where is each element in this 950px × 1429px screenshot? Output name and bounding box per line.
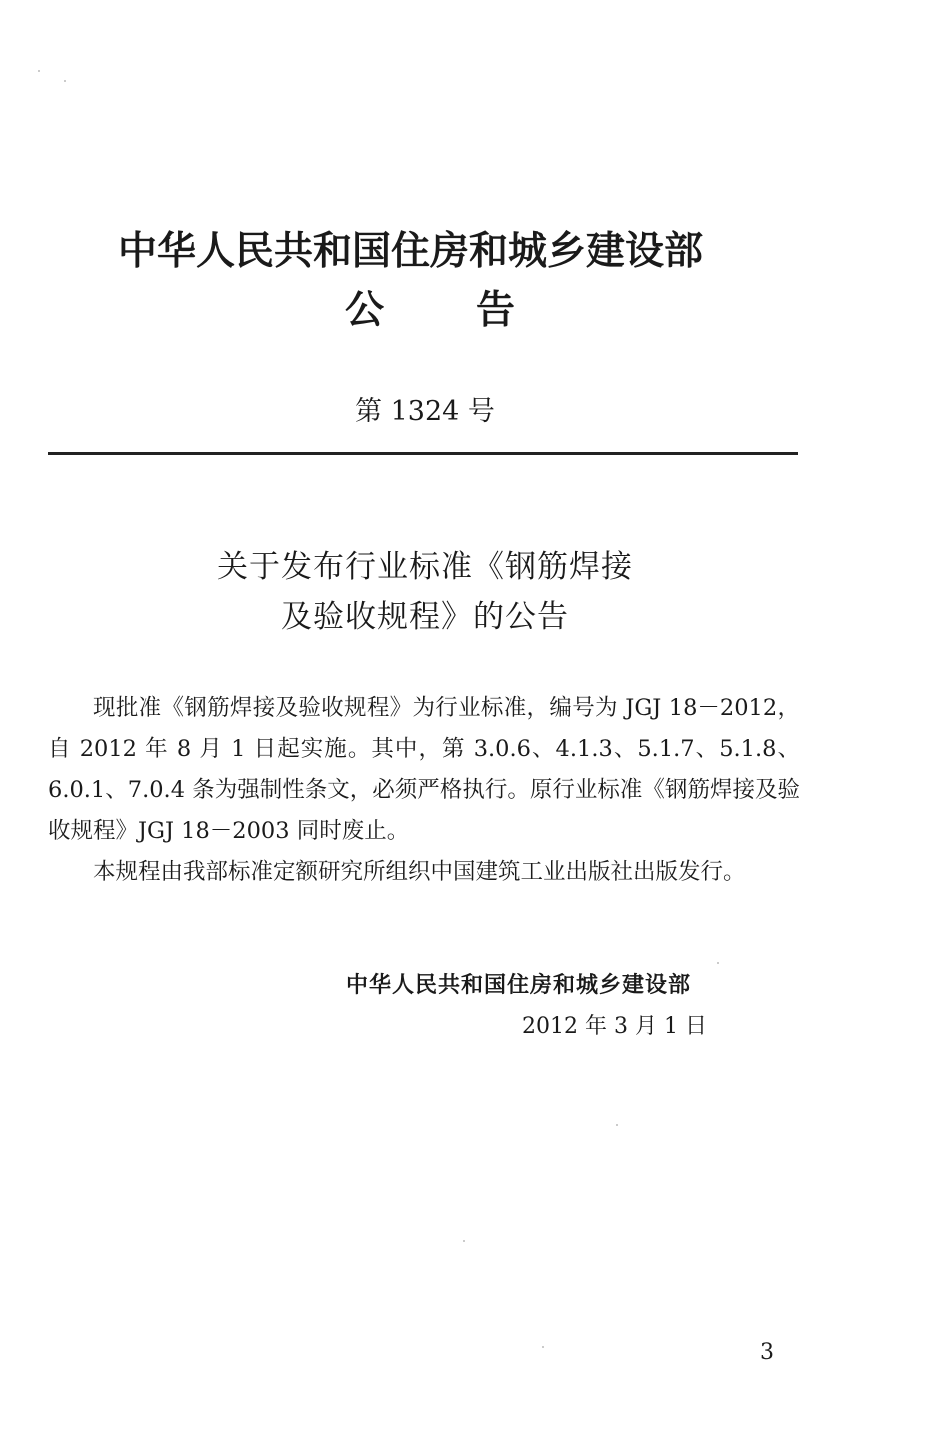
scan-speck	[38, 70, 40, 72]
scan-speck	[717, 962, 719, 964]
notice-subject	[0, 542, 850, 642]
notice-title	[345, 284, 515, 336]
page-number: 3	[760, 1340, 774, 1365]
issuer-signature: 中华人民共和国住房和城乡建设部	[346, 973, 692, 998]
subject-line-1: 关于发布行业标准《钢筋焊接	[217, 549, 633, 585]
scan-speck	[64, 80, 66, 82]
scan-speck	[542, 1346, 544, 1348]
scan-speck	[616, 1124, 618, 1126]
issue-date: 2012 年 3 月 1 日	[522, 1014, 707, 1039]
notice-title-char-2: 告	[475, 287, 515, 333]
notice-body	[48, 688, 800, 893]
body-paragraph-2: 本规程由我部标准定额研究所组织中国建筑工业出版社出版发行。	[93, 859, 746, 885]
notice-title-char-1: 公	[345, 287, 385, 333]
body-paragraph-1: 现批准《钢筋焊接及验收规程》为行业标准，编号为 JGJ 18－2012，自 2012 年 8 月 1 日起实施。其中，第 3.0.6、4.1.3、5.1.7、5.1.8、6.0.1、7.0.4 条为强制性条文，必须严格执行。原行业标准《钢筋焊接及验收规程》JGJ 18－2003 同时废止。	[48, 695, 800, 844]
header-divider	[48, 452, 798, 455]
scan-speck	[463, 1240, 465, 1242]
document-number: 第 1324 号	[355, 396, 495, 427]
ministry-title: 中华人民共和国住房和城乡建设部	[118, 228, 704, 274]
subject-line-2: 及验收规程》的公告	[281, 599, 569, 635]
